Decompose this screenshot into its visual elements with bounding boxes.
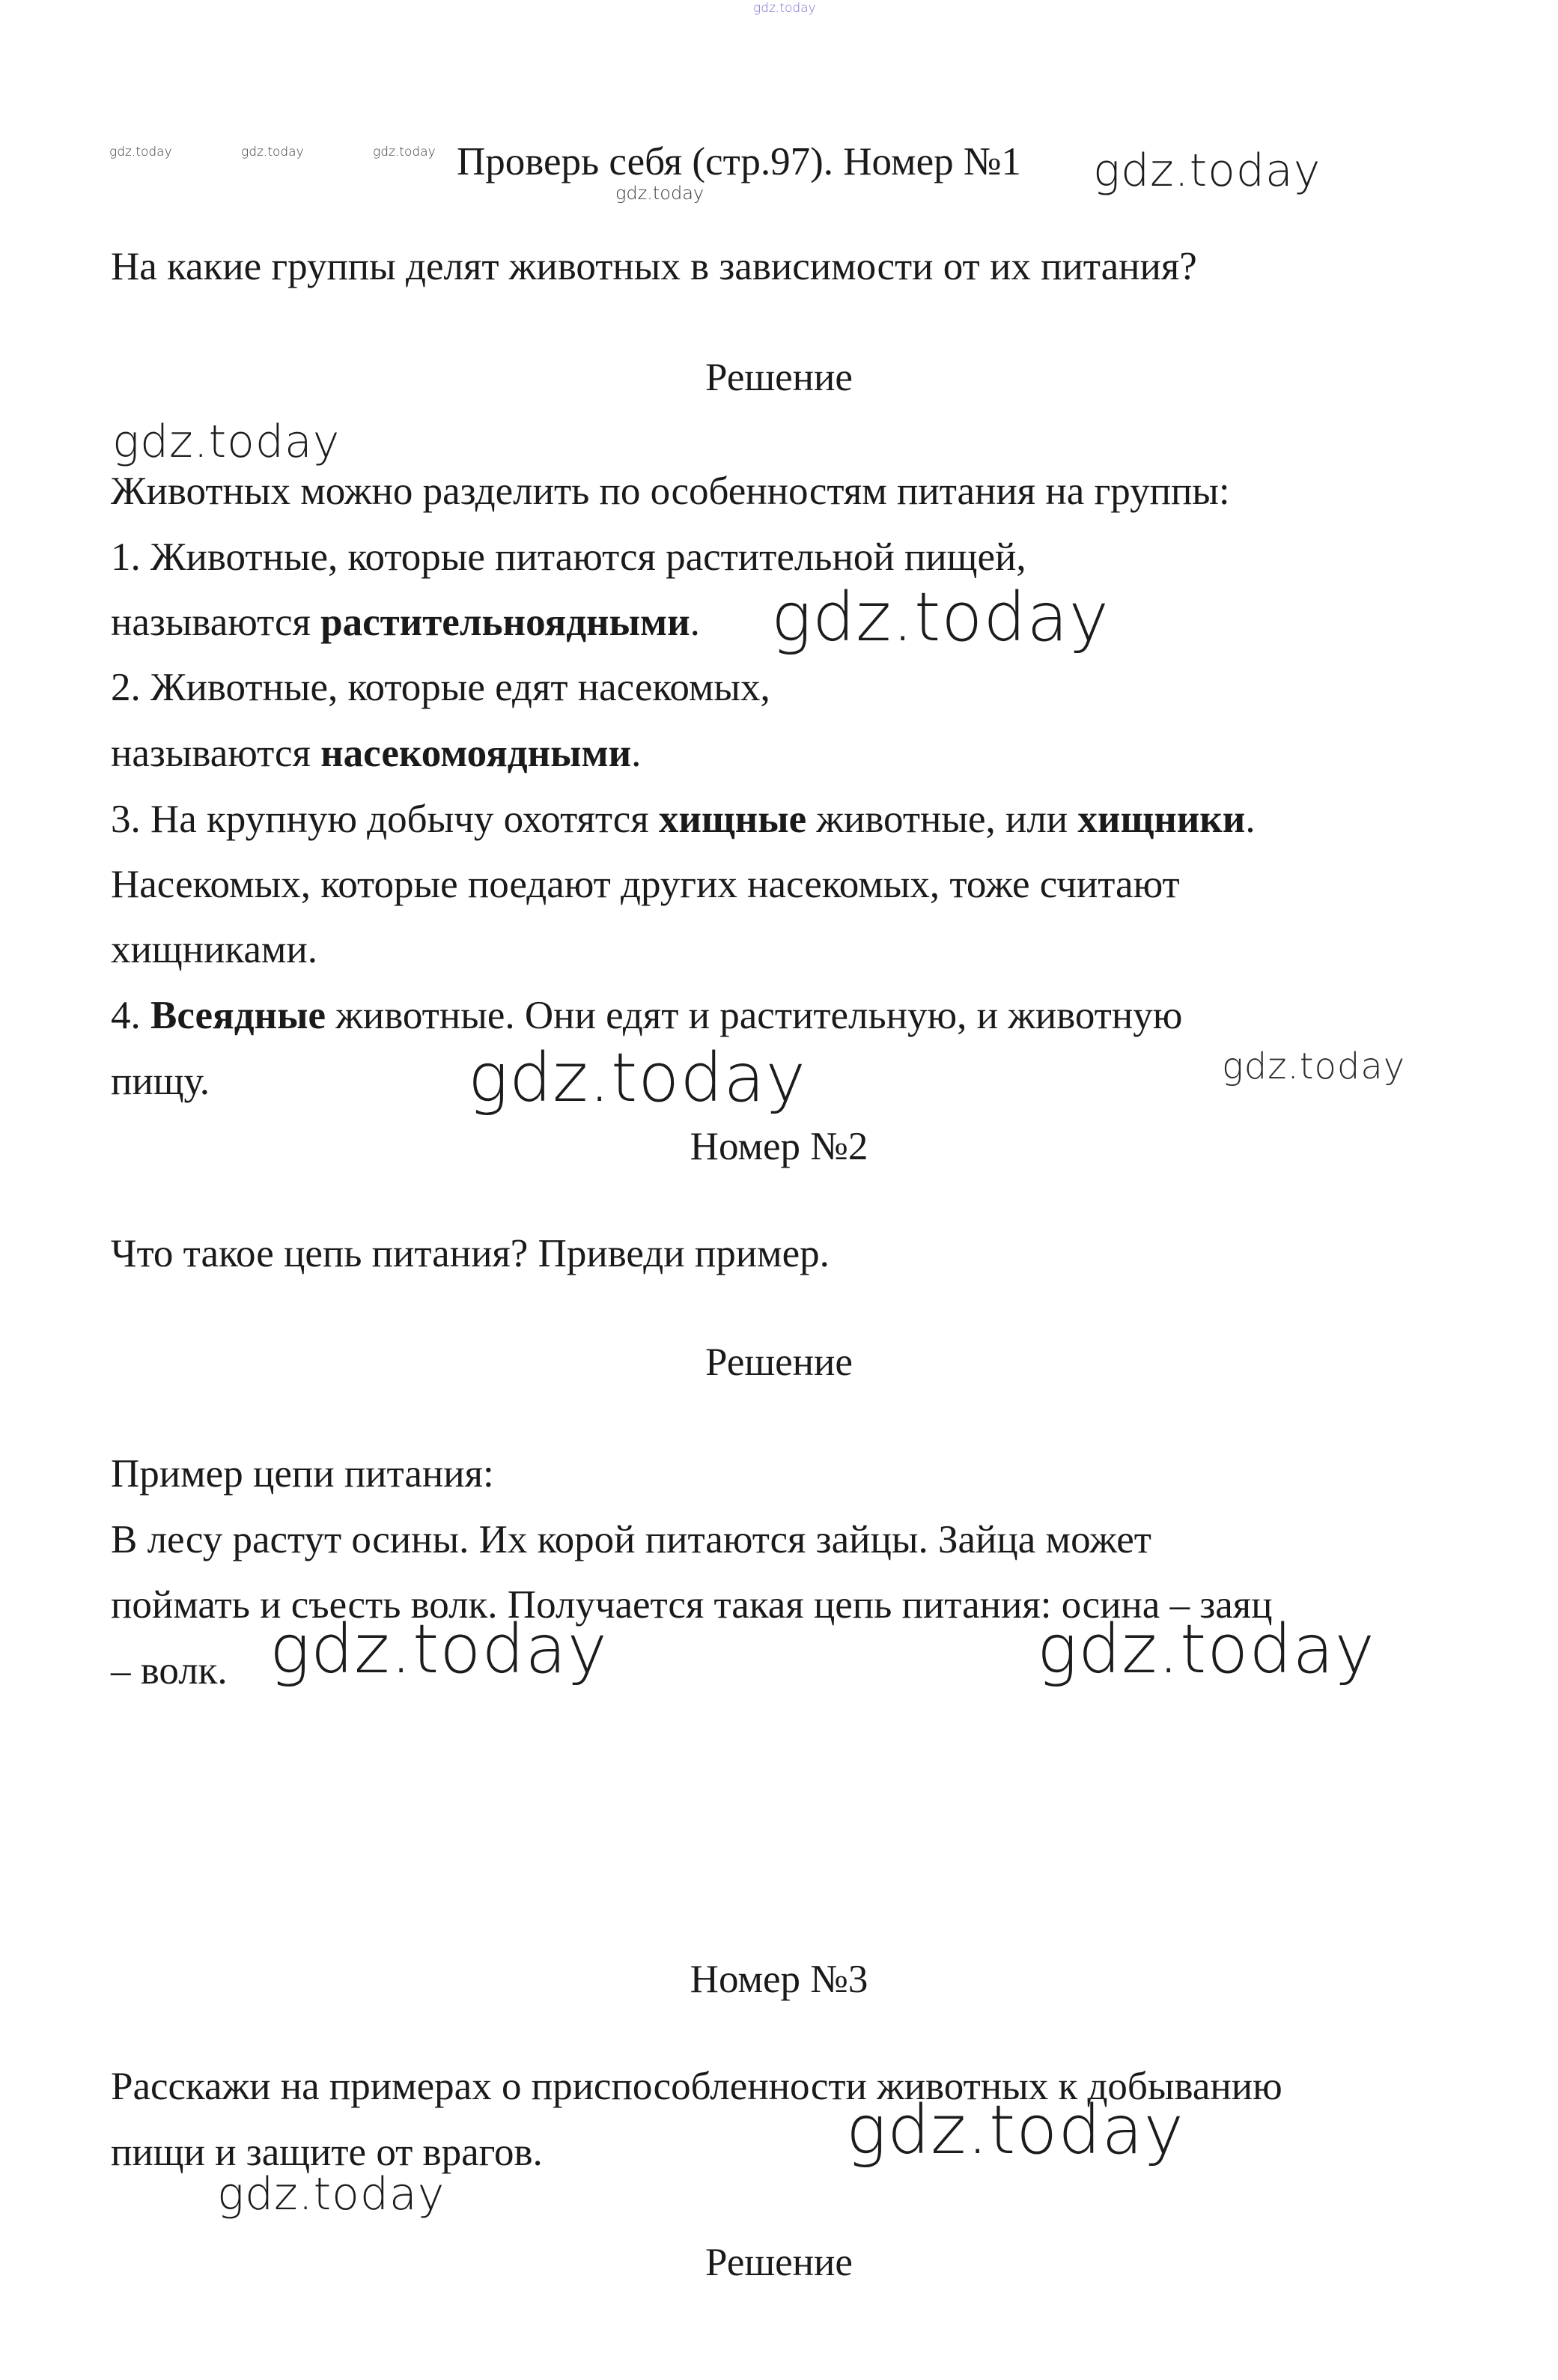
task1-item3-line1: 3. На крупную добычу охотятся хищные животные, или хищники. [111, 798, 1256, 841]
watermark-top: gdz.today [753, 1, 816, 16]
task1-item3-line2: Насекомых, которые поедают других насекомых, тоже считают [111, 863, 1180, 906]
task2-line2: поймать и съесть волк. Получается такая цепь питания: осина – заяц [111, 1583, 1273, 1627]
task2-question: Что такое цепь питания? Приведи пример. [111, 1232, 830, 1275]
term-predators: хищники [1077, 798, 1246, 841]
task1-question: На какие группы делят животных в зависимости от их питания? [111, 245, 1197, 288]
task1-item1-line2: называются растительноядными. [111, 601, 700, 644]
page-title: Проверь себя (стр.97). Номер №1 [457, 140, 1021, 183]
task3-heading: Номер №3 [690, 1958, 868, 2001]
watermark-large-1: gdz.today [771, 578, 1110, 657]
watermark-bottom-left: gdz.today [217, 2168, 445, 2220]
task1-item4-line1: 4. Всеядные животные. Они едят и растительную, и животную [111, 994, 1183, 1037]
task2-solution-heading: Решение [705, 1341, 853, 1384]
task1-item2-line1: 2. Животные, которые едят насекомых, [111, 666, 770, 709]
term-herbivores: растительноядными [320, 601, 690, 644]
term-predatory: хищные [658, 798, 807, 841]
watermark-under-title: gdz.today [615, 183, 705, 204]
watermark-solution1: gdz.today [112, 416, 341, 468]
task1-item1-line1: 1. Животные, которые питаются растительной пищей, [111, 535, 1026, 579]
watermark-large-2: gdz.today [468, 1039, 806, 1117]
term-insectivores: насекомоядными [320, 732, 632, 775]
task3-question-line2: пищи и защите от врагов. [111, 2131, 543, 2174]
watermark-small-right: gdz.today [1222, 1045, 1406, 1087]
task3-question-line1: Расскажи на примерах о приспособленности животных к добыванию [111, 2065, 1282, 2108]
watermark-tiny-2: gdz.today [241, 145, 304, 160]
watermark-tiny-1: gdz.today [109, 145, 172, 160]
task2-heading: Номер №2 [690, 1125, 868, 1168]
task3-solution-heading: Решение [705, 2241, 853, 2284]
task1-solution-heading: Решение [705, 356, 853, 399]
task1-item3-line3: хищниками. [111, 928, 318, 971]
term-omnivores: Всеядные [150, 994, 326, 1037]
task2-intro: Пример цепи питания: [111, 1452, 494, 1496]
task2-line3: – волк. [111, 1649, 228, 1693]
task1-item2-line2: называются насекомоядными. [111, 732, 642, 775]
task1-intro: Животных можно разделить по особенностям питания на группы: [111, 470, 1230, 513]
watermark-large-5: gdz.today [846, 2091, 1184, 2170]
watermark-large-3: gdz.today [270, 1610, 608, 1689]
watermark-large-4: gdz.today [1037, 1610, 1375, 1689]
watermark-title-right: gdz.today [1093, 145, 1321, 197]
task1-item4-line2: пищу. [111, 1060, 210, 1103]
watermark-tiny-3: gdz.today [373, 145, 436, 160]
task2-line1: В лесу растут осины. Их корой питаются зайцы. Зайца может [111, 1518, 1151, 1561]
